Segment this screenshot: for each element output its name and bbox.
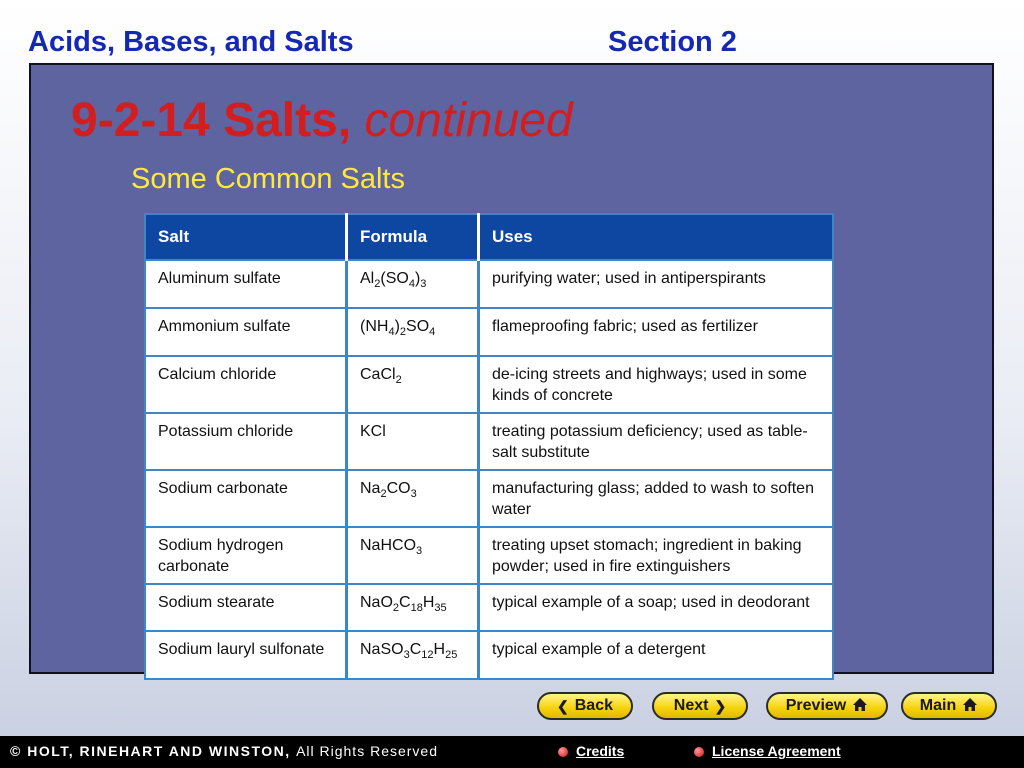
formula-cell: NaHCO$_3$	[347, 527, 479, 584]
column-header-salt: Salt	[145, 214, 347, 260]
salt-name-cell: Sodium lauryl sulfonate	[145, 631, 347, 679]
next-button[interactable]	[652, 692, 748, 720]
license-agreement-link[interactable]	[694, 743, 841, 759]
uses-cell: purifying water; used in antiperspirants	[479, 260, 834, 308]
credits-label: Credits	[576, 743, 625, 759]
slide-title-suffix: continued	[364, 94, 573, 147]
salt-name-cell: Sodium hydrogen carbonate	[145, 527, 347, 584]
chevron-left-icon: ❮	[557, 697, 569, 714]
formula-cell: $Na_2CO_3$	[347, 470, 479, 527]
formula-cell: KCl	[347, 413, 479, 470]
table-row	[145, 631, 833, 679]
slide-subtitle: Some Common Salts	[131, 163, 405, 195]
bullet-icon	[694, 747, 704, 757]
copyright-notice	[10, 743, 438, 759]
uses-cell: flameproofing fabric; used as fertilizer	[479, 308, 834, 356]
main-button-label: Main	[919, 697, 957, 714]
column-header-formula: Formula	[347, 214, 479, 260]
chevron-right-icon: ❯	[714, 697, 727, 714]
table-row	[145, 260, 833, 308]
salt-name-cell: Sodium stearate	[145, 584, 347, 631]
next-button-label: Next	[673, 697, 709, 714]
rights-text: All Rights Reserved	[296, 743, 438, 759]
copyright-text: © HOLT, RINEHART AND WINSTON,	[10, 743, 291, 759]
slide-title-main: 9-2-14 Salts,	[71, 94, 352, 147]
table-row	[145, 527, 833, 584]
table-header-row	[145, 214, 833, 260]
column-header-uses: Uses	[479, 214, 834, 260]
bullet-icon	[558, 747, 568, 757]
formula-cell: CaCl$_2$	[347, 356, 479, 413]
salt-name-cell: Aluminum sulfate	[145, 260, 347, 308]
table-row	[145, 413, 833, 470]
table-row	[145, 308, 833, 356]
back-button[interactable]	[537, 692, 633, 720]
uses-cell: treating potassium deficiency; used as table-salt substitute	[479, 413, 834, 470]
formula-cell: $NaO_2C_{18}H_{35}$	[347, 584, 479, 631]
home-icon	[852, 697, 868, 715]
license-label: License Agreement	[712, 743, 841, 759]
salt-name-cell: Potassium chloride	[145, 413, 347, 470]
home-icon	[962, 697, 978, 715]
chapter-title: Acids, Bases, and Salts	[28, 26, 354, 58]
uses-cell: typical example of a detergent	[479, 631, 834, 679]
main-button[interactable]	[901, 692, 997, 720]
salt-name-cell: Sodium carbonate	[145, 470, 347, 527]
preview-button-label: Preview	[785, 697, 847, 714]
credits-link[interactable]	[558, 743, 624, 759]
formula-cell: $(NH_4)_2SO_4$	[347, 308, 479, 356]
slide-title	[71, 93, 573, 148]
salt-name-cell: Calcium chloride	[145, 356, 347, 413]
salts-table	[144, 213, 834, 680]
salt-name-cell: Ammonium sulfate	[145, 308, 347, 356]
uses-cell: manufacturing glass; added to wash to soften water	[479, 470, 834, 527]
table-row	[145, 470, 833, 527]
preview-button[interactable]	[766, 692, 888, 720]
formula-cell: $Al_2(SO_4)_3$	[347, 260, 479, 308]
footer-bar	[0, 736, 1024, 768]
uses-cell: treating upset stomach; ingredient in baking powder; used in fire extinguishers	[479, 527, 834, 584]
back-button-label: Back	[574, 697, 613, 714]
table-row	[145, 356, 833, 413]
uses-cell: de-icing streets and highways; used in some kinds of concrete	[479, 356, 834, 413]
section-label: Section 2	[608, 26, 737, 58]
formula-cell: $NaSO_3C_{12}H_{25}$	[347, 631, 479, 679]
uses-cell: typical example of a soap; used in deodorant	[479, 584, 834, 631]
table-row	[145, 584, 833, 631]
